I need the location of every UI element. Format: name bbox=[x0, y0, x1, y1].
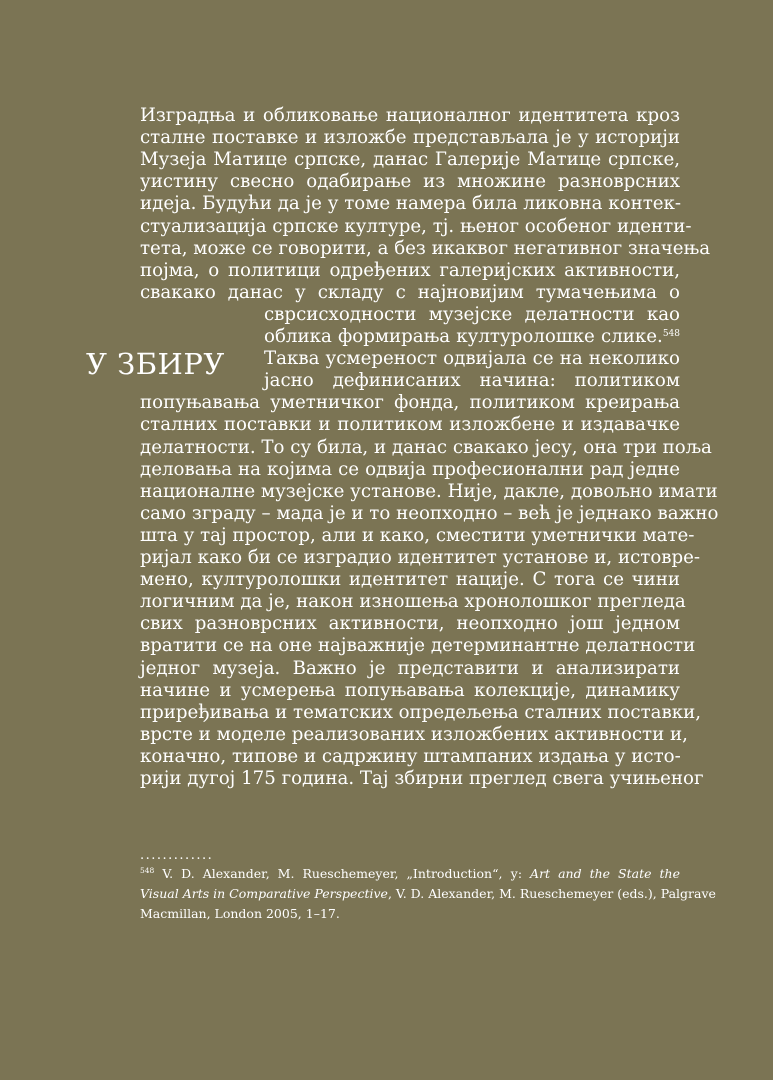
body-line: логичним да је, након изношења хронолошког прегледа bbox=[140, 591, 686, 613]
footnote-author: V. D. Alexander, M. Rueschemeyer, „Introduction“, у: bbox=[162, 866, 523, 881]
footnote-title-part1: Art and the State the bbox=[530, 866, 680, 881]
body-line: уистину свесно одабирање из множине разноврсних bbox=[140, 171, 680, 193]
body-line: Музеја Матице српске, данас Галерије Матице српске, bbox=[140, 149, 680, 171]
body-line: облика формирања културолошке слике.$^{548}$ bbox=[264, 326, 680, 347]
body-line: националне музејске установе. Није, дакле, довољно имати bbox=[140, 480, 718, 502]
footnote-line-1 bbox=[140, 864, 680, 884]
body-line: Изградња и обликовање националног идентитета кроз bbox=[140, 105, 680, 126]
body-line: делатности. То су била, и данас свакако јесу, она три поља bbox=[140, 436, 712, 458]
body-line: Таква усмереност одвијала се на неколико bbox=[264, 348, 680, 370]
body-line: свих разноврсних активности, неопходно још једном bbox=[140, 613, 680, 635]
body-line: идеја. Будући да је у томе намера била ликовна контек- bbox=[140, 193, 682, 215]
body-line: једног музеја. Важно је представити и анализирати bbox=[140, 657, 680, 679]
body-line: вратити се на оне најважније детерминантне делатности bbox=[140, 635, 696, 657]
body-line: начине и усмерења попуњавања колекције, динамику bbox=[140, 679, 680, 701]
footnote-ref-548: 548 bbox=[662, 329, 680, 339]
body-line: сталне поставке и изложбе представљала је у историји bbox=[140, 127, 680, 149]
body-line: само зграду – мада је и то неопходно – већ је једнако важно bbox=[140, 502, 719, 524]
body-line: попуњавања уметничког фонда, политиком креирања bbox=[140, 392, 680, 414]
footnote-number: 548 bbox=[140, 866, 155, 875]
body-line: коначно, типове и садржину штампаних издања у исто- bbox=[140, 745, 681, 767]
body-line: стуализација српске културе, тј. њеног особеног иденти- bbox=[140, 215, 692, 237]
footnote-line-3: Macmillan, London 2005, 1–17. bbox=[140, 906, 340, 921]
body-line: јасно дефинисаних начина: политиком bbox=[264, 370, 680, 392]
footnote-title-part2: Visual Arts in Comparative Perspective bbox=[140, 886, 388, 901]
body-line: свакако данас у складу с најновијим тумачењима о bbox=[140, 281, 680, 303]
body-line: деловања на којима се одвија професионални рад једне bbox=[140, 458, 680, 480]
body-line: сталних поставки и политиком изложбене и издавачке bbox=[140, 414, 680, 436]
body-line: шта у тај простор, али и како, сместити уметнички мате- bbox=[140, 524, 695, 546]
body-line: врсте и моделе реализованих изложбених активности и, bbox=[140, 723, 688, 745]
body-line: појма, о политици одређених галеријских активности, bbox=[140, 259, 680, 281]
body-line: ријал како би се изградио идентитет установе и, истовре- bbox=[140, 547, 701, 568]
body-line: сврсисходности музејске делатности као bbox=[264, 303, 680, 325]
footnote-line-2 bbox=[140, 884, 716, 904]
footnote-publisher: , V. D. Alexander, M. Rueschemeyer (eds.), Palgrave bbox=[387, 886, 716, 901]
body-line: мено, културолошки идентитет нације. С тога се чини bbox=[140, 569, 680, 591]
chapter-title: У ЗБИРУ bbox=[86, 347, 225, 381]
body-line: тета, може се говорити, а без икаквог негативног значења bbox=[140, 237, 711, 259]
footnote-separator: ............. bbox=[140, 848, 214, 863]
body-line: приређивања и тематских опредељења сталних поставки, bbox=[140, 701, 702, 723]
body-line: рији дугој 175 година. Тај збирни преглед свега учињеног bbox=[140, 768, 704, 789]
